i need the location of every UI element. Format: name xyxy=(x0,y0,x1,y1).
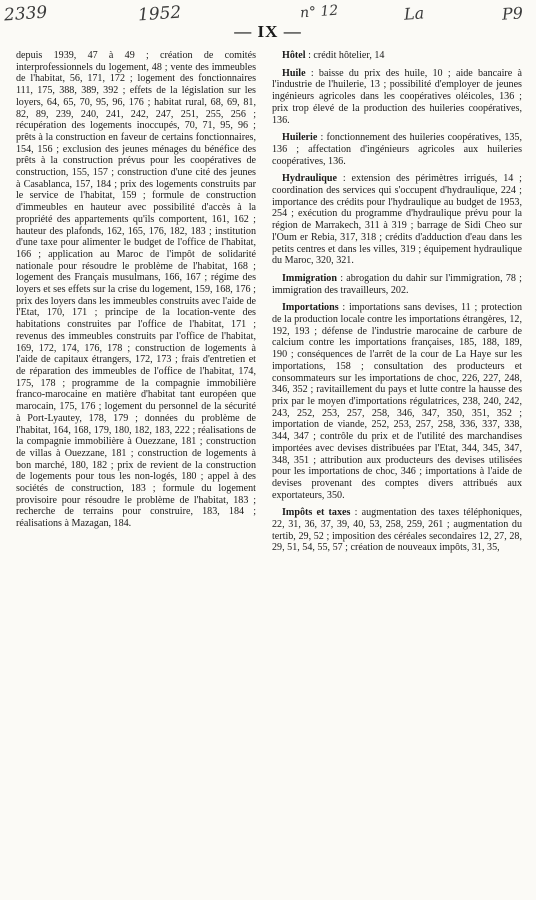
entry-text: : augmentation des taxes téléphoniques, 22, 31, 36, 37, 39, 40, 53, 258, 259, 261 ; augmentation du tertib, 29, 52 ; imposition des céréales secondaires 12, 27, 28, 29, 51, 54, 55, 57 ; création de nouveaux impôts, 31, 35, xyxy=(272,507,522,554)
entry-heading: Huilerie xyxy=(282,132,318,144)
right-column xyxy=(272,50,522,560)
entry-text: : crédit hôtelier, 14 xyxy=(305,50,385,61)
entry-heading: Hydraulique xyxy=(282,173,337,185)
entry-text: : abrogation du dahir sur l'immigration, 78 ; immigration des travailleurs, 202. xyxy=(272,272,522,296)
entry-text: : baisse du prix des huile, 10 ; aide bancaire à l'industrie de l'huilerie, 13 ; possibilité d'employer de jeunes ingénieurs agricoles dans les coopératives oléicoles, 136 ; prix trop élevé de la production des huileries coopératives, 136. xyxy=(272,67,522,126)
index-entry-importations xyxy=(272,302,522,501)
entry-heading: Importations xyxy=(282,302,339,314)
entry-text: : extension des périmètres irrigués, 14 ; coordination des services qui s'occupent d'hydraulique, 224 ; importance des crédits pour l'hydraulique au budget de 1953, 254 ; exécution du programme d'hydraulique prévu pour la région de Marrakech, 311 à 319 ; barrage de Sidi Cheo sur l'Oum er Rebia, 317, 318 ; crédits d'adduction d'eau dans les petits centres et dans les villes, 319 ; équipement hydraulique du Maroc, 320, 321. xyxy=(272,173,522,267)
index-continuation: depuis 1939, 47 à 49 ; création de comités interprofessionnels du logement, 48 ; vente des immeubles de l'habitat, 56, 171, 172 ; logement des fonctionnaires 111, 175, 388, 389, 392 ; effets de la législation sur les loyers, 64, 65, 70, 95, 96, 176 ; habitat rural, 68, 69, 81, 82, 89, 239, 240, 241, 242, 247, 251, 255, 256 ; récupération des logements inoccupés, 70, 71, 95, 96 ; prêts à la construction en faveur de certains fonctionnaires, 154, 156 ; exclusion des jeunes ménages du bénéfice des prêts à la construction prévus pour les coopératives de construction, 155, 157 ; construction d'une cité des jeunes à Casablanca, 157, 184 ; prix des logements construits par le service de l'habitat, 159 ; formule de construction d'immeubles en hauteur avec possibilité d'accès à la propriété des appartements qu'ils comportent, 161, 162 ; hauteur des plafonds, 162, 165, 176, 182, 183 ; institution d'une taxe pour alimenter le budget de l'office de l'habitat, 166 ; application au Maroc de l'impôt de solidarité nationale pour résoudre le problème de l'habitat, 168 ; logement des Français musulmans, 166, 167 ; régime des loyers et ses effets sur la crise du logement, 159, 168, 176 ; prix des loyers dans les immeubles construits avec l'aide de l'Etat, 170, 171 ; principe de la location-vente des habitations construites par l'office de l'habitat, 171 ; revenus des immeubles construits par l'office de l'habitat, 169, 172, 174, 176, 178 ; construction de logements à l'aide de capitaux étrangers, 172, 173 ; frais d'entretien et de réparation des immeubles de l'office de l'habitat, 174, 175, 178 ; programme de la compagnie immobilière franco-marocaine en matière d'habitat tant européen que marocain, 175, 176 ; logement du personnel de la sécurité à Port-Lyautey, 178, 179 ; données du problème de l'habitat, 164, 168, 179, 180, 182, 183, 222 ; réalisations de la compagnie immobilière à Ouezzane, 181 ; construction de villas à Ouezzane, 181 ; construction de logements à bon marché, 180, 182 ; prix de revient de la construction de logements pour tous les non-logés, 180 ; appel à des sociétés de construction, 183 ; formule du logement provisoire pour résoudre le problème de l'habitat, 183 ; recherche de terrains pour construire, 183, 184 ; réalisations à Mazagan, 184. xyxy=(16,50,256,530)
entry-heading: Immigration xyxy=(282,272,337,284)
index-entry-hotel xyxy=(272,50,522,62)
entry-heading: Impôts et taxes xyxy=(282,507,351,519)
entry-text: : importations sans devises, 11 ; protection de la production locale contre les importations étrangères, 12, 192, 193 ; défense de l'industrie marocaine de carbure de calcium contre les importations françaises, 185, 188, 189, 190 ; conséquences de l'arrêt de la cour de La Haye sur les importations, 158 ; consultation des producteurs et consommateurs sur les importations de choc, 226, 227, 248, 346, 352 ; ravitaillement du pays et lutte contre la hausse des prix par le moyen d'importations régulatrices, 238, 240, 242, 243, 252, 253, 257, 258, 346, 347, 350, 351, 352 ; importation de viande, 252, 253, 257, 258, 336, 337, 338, 344, 347 ; contrôle du prix et de l'utilité des marchandises importées avec devises distribuées par l'Etat, 344, 345, 347, 348, 351 ; attribution aux producteurs des devises utilisées pour les importations de choc, 346 ; importations à l'aide de devises provenant des comptes divers attribués aux exportateurs, 350. xyxy=(272,302,522,501)
index-entry-hydraulique xyxy=(272,173,522,267)
entry-heading: Huile xyxy=(282,67,306,79)
index-entry-huile xyxy=(272,68,522,127)
handwritten-mark-4: La xyxy=(403,3,425,24)
entry-heading: Hôtel xyxy=(282,50,306,61)
handwritten-mark-1: 2339 xyxy=(3,2,48,26)
handwritten-mark-3: n° 12 xyxy=(299,2,339,22)
handwritten-mark-5: P9 xyxy=(501,3,524,24)
entry-text: : fonctionnement des huileries coopératives, 135, 136 ; affectation d'ingénieurs agricoles aux huileries coopératives, 136. xyxy=(272,132,522,167)
handwritten-mark-2: 1952 xyxy=(137,2,182,26)
index-entry-immigration xyxy=(272,273,522,296)
left-column xyxy=(16,50,256,536)
index-entry-huilerie xyxy=(272,132,522,167)
page-number: — IX — xyxy=(234,22,302,41)
index-entry-impots-et-taxes xyxy=(272,507,522,554)
